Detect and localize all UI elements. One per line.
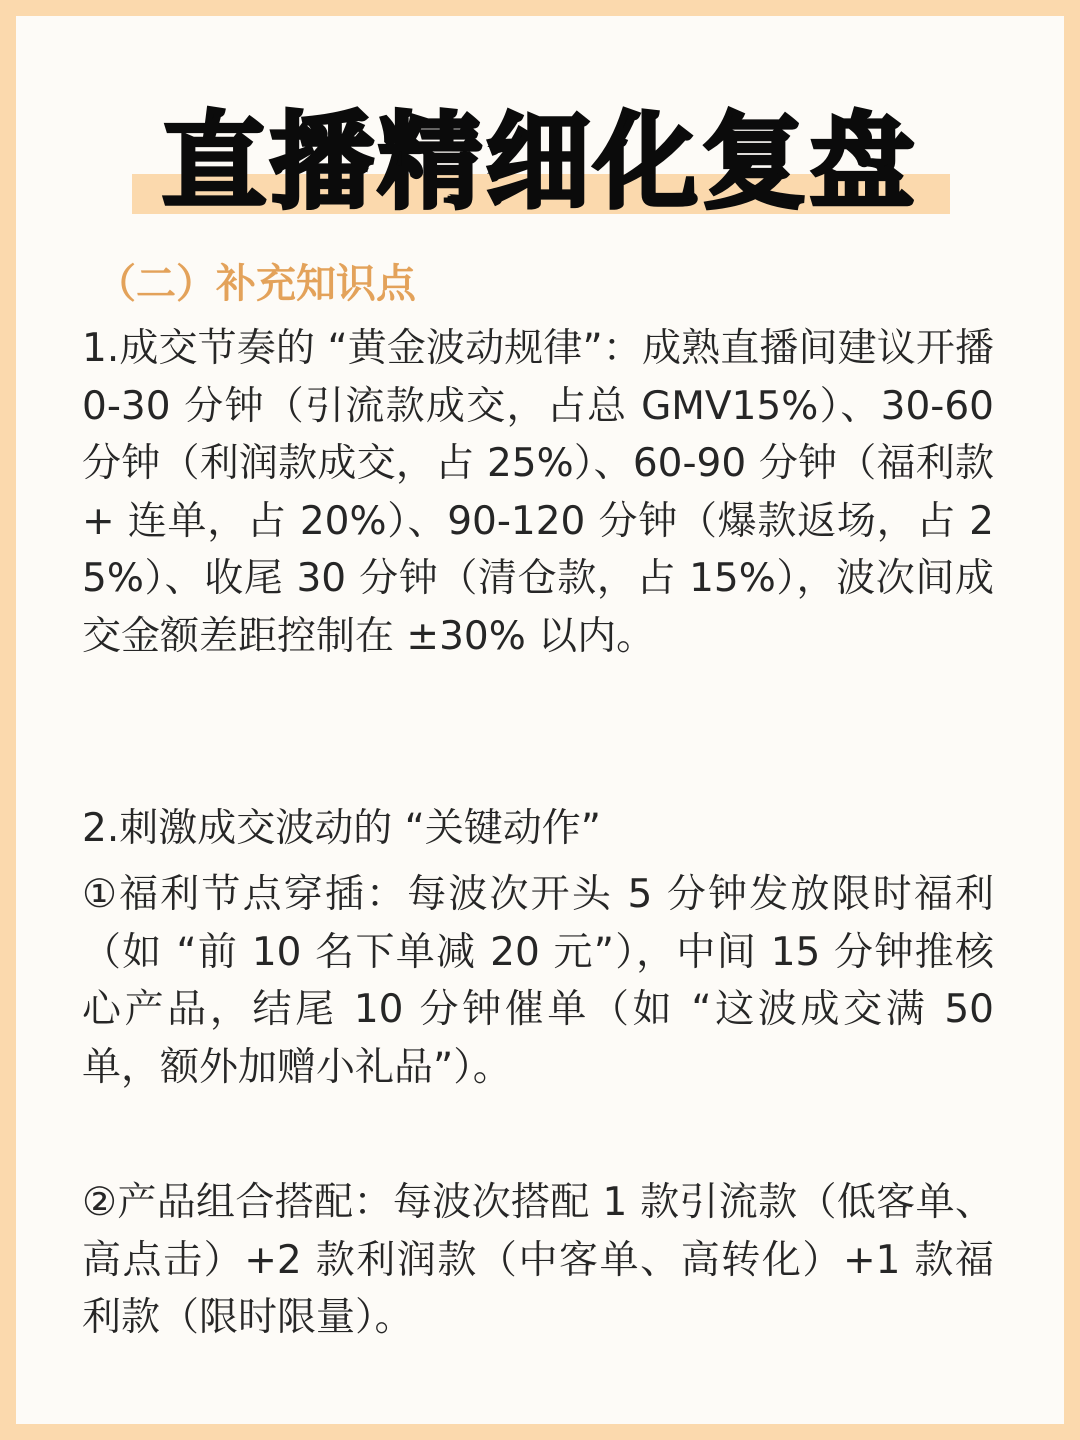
- page-title: 直播精细化复盘: [161, 101, 918, 223]
- paragraph-product-combo: ②产品组合搭配：每波次搭配 1 款引流款（低客单、高点击）+2 款利润款（中客单、高转化）+1 款福利款（限时限量）。: [82, 1180, 994, 1340]
- paragraph-rhythm: 1.成交节奏的 “黄金波动规律”：成熟直播间建议开播 0-30 分钟（引流款成交，占总 GMV15%）、30-60 分钟（利润款成交，占 25%）、60-90 分钟（福利款 + 连单，占 20%）、90-120 分钟（爆款返场，占 25%）、收尾 30 分钟（清仓款，占 15%），波次间成交金额差距控制在 ±30% 以内。: [82, 326, 994, 659]
- title-block: [0, 92, 1080, 232]
- section-subtitle: （二）补充知识点: [96, 261, 416, 307]
- paragraph-welfare-timing: ①福利节点穿插：每波次开头 5 分钟发放限时福利（如 “前 10 名下单减 20 元”），中间 15 分钟推核心产品，结尾 10 分钟催单（如 “这波成交满 50 单，额外加赠小礼品”）。: [82, 872, 994, 1090]
- paragraph-key-actions-heading: 2.刺激成交波动的 “关键动作”: [82, 806, 602, 851]
